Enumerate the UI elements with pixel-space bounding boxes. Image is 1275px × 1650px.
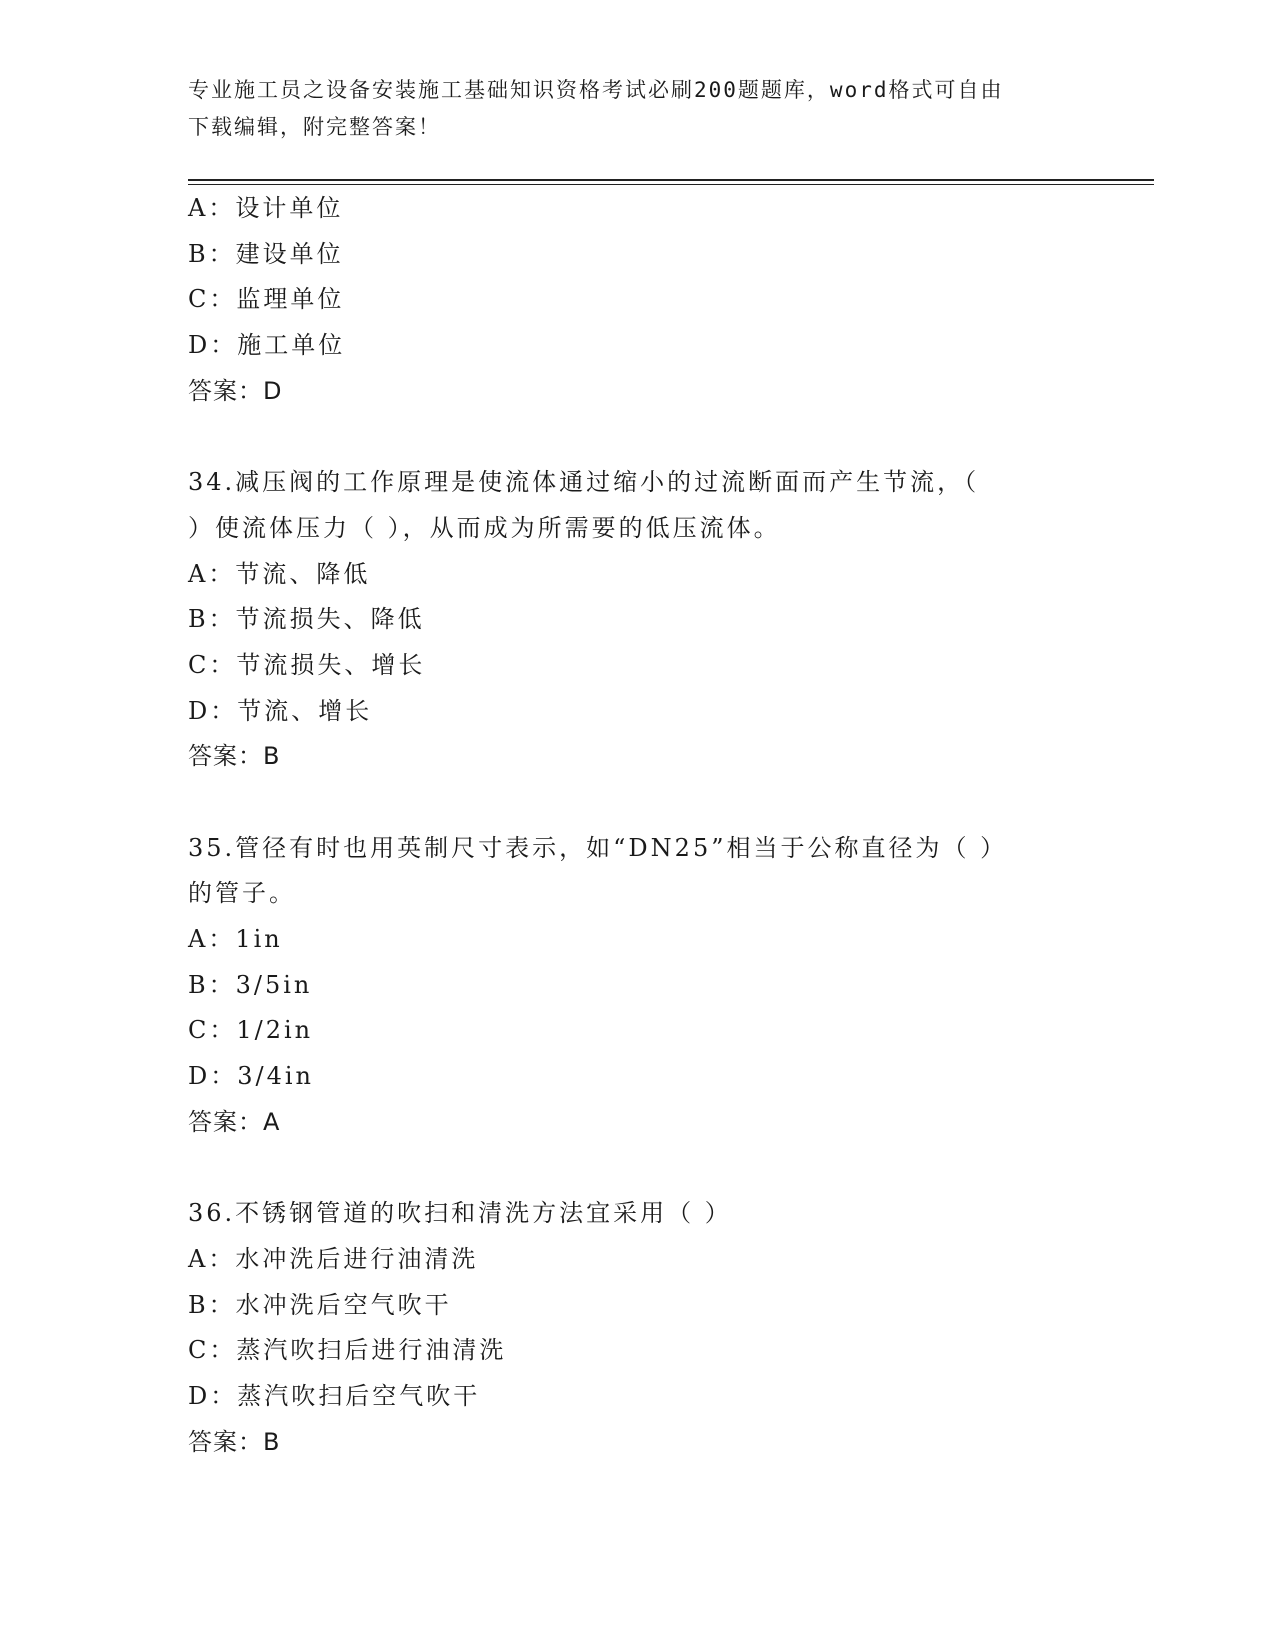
option-b: B：水冲洗后空气吹干 bbox=[188, 1290, 452, 1319]
question-stem-line-2: 的管子。 bbox=[188, 879, 296, 908]
question-stem-line-1: 36.不锈钢管道的吹扫和清洗方法宜采用（ ） bbox=[188, 1199, 732, 1228]
spacer bbox=[188, 414, 1088, 460]
option-b: B：节流损失、降低 bbox=[188, 605, 425, 634]
question-34 bbox=[188, 460, 1088, 780]
header-line-2: 下载编辑，附完整答案！ bbox=[188, 115, 441, 139]
header-line-1: 专业施工员之设备安装施工基础知识资格考试必刷200题题库，word格式可自由 bbox=[188, 78, 1004, 102]
question-35 bbox=[188, 826, 1088, 1146]
option-d: D：施工单位 bbox=[188, 331, 346, 360]
spacer bbox=[188, 780, 1088, 826]
option-d: D：节流、增长 bbox=[188, 696, 373, 725]
question-33 bbox=[188, 186, 1088, 414]
option-b: B：建设单位 bbox=[188, 239, 344, 268]
answer: 答案：B bbox=[188, 1427, 281, 1456]
document-header bbox=[188, 72, 1068, 146]
answer: 答案：D bbox=[188, 376, 283, 405]
option-c: C：监理单位 bbox=[188, 285, 345, 314]
option-c: C：蒸汽吹扫后进行油清洗 bbox=[188, 1336, 507, 1365]
option-c: C：1/2in bbox=[188, 1016, 314, 1045]
header-divider-thick bbox=[188, 179, 1154, 181]
option-a: A：1in bbox=[188, 925, 283, 953]
option-d: D：3/4in bbox=[188, 1062, 314, 1091]
option-d: D：蒸汽吹扫后空气吹干 bbox=[188, 1381, 481, 1410]
option-c: C：节流损失、增长 bbox=[188, 650, 426, 679]
option-a: A：节流、降低 bbox=[188, 559, 371, 588]
question-stem-line-1: 34.减压阀的工作原理是使流体通过缩小的过流断面而产生节流，（ bbox=[188, 468, 980, 497]
option-a: A：水冲洗后进行油清洗 bbox=[188, 1244, 479, 1273]
spacer bbox=[188, 1145, 1088, 1191]
header-divider-thin bbox=[188, 184, 1154, 185]
answer: 答案：A bbox=[188, 1107, 281, 1136]
question-stem-line-1: 35.管径有时也用英制尺寸表示，如“DN25”相当于公称直径为（ ） bbox=[188, 833, 1008, 862]
question-stem-line-2: ）使流体压力（ ），从而成为所需要的低压流体。 bbox=[188, 513, 781, 542]
option-a: A：设计单位 bbox=[188, 194, 344, 222]
answer: 答案：B bbox=[188, 742, 281, 771]
option-b: B：3/5in bbox=[188, 970, 313, 999]
question-36 bbox=[188, 1191, 1088, 1465]
question-list bbox=[188, 186, 1088, 1465]
